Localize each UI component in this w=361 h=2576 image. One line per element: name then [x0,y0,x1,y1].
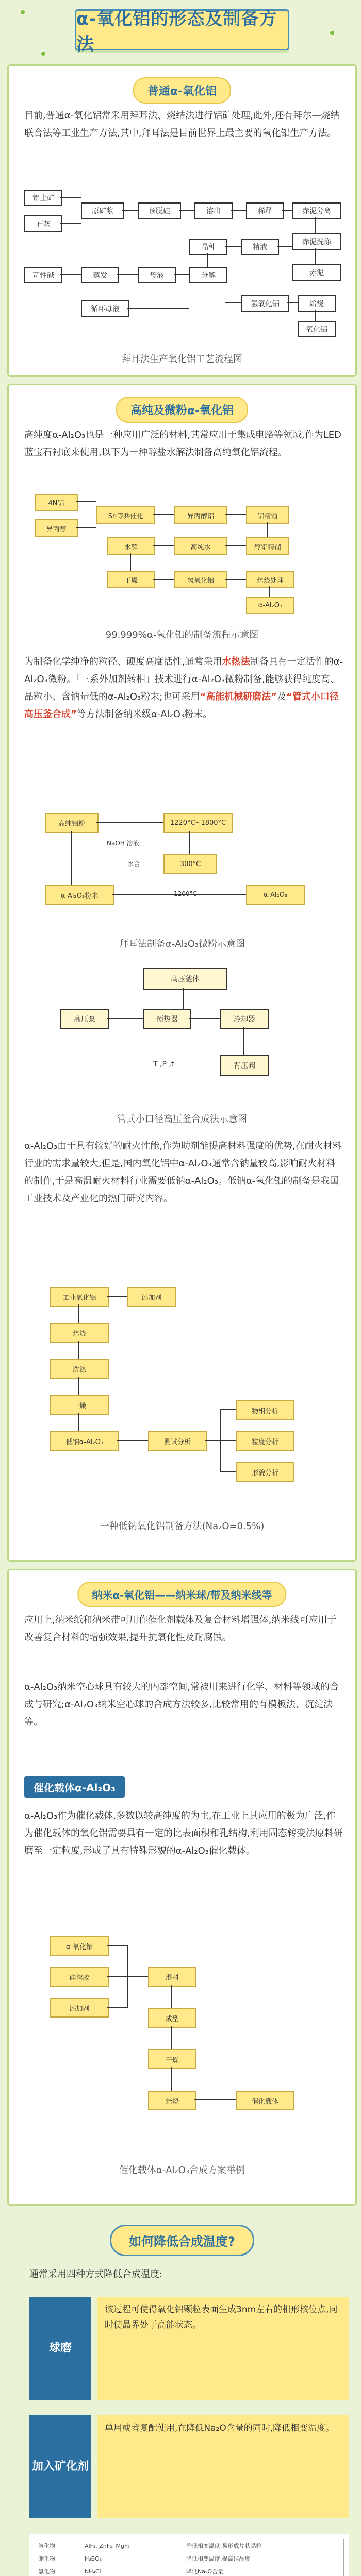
flow-line [189,831,190,854]
paragraph: α-Al₂O₃作为催化载体,多数以较高纯度的为主,在工业上其应用的极为广泛,作为催化载体的氧化铝需要具有一定的比表面积和孔结构,利用固态转变法原料研磨至一定粒度,形成了具有特殊形貌的α-Al₂O₃催化载体。 [24,1810,343,1856]
flow-node: 300°C [163,854,217,874]
flow-line [122,210,138,211]
highlight: “管式小口径高压釜合成” [24,691,339,720]
flow-line [78,1377,79,1395]
flow-node: 高纯水 [174,537,227,555]
table-cell: NH₄Cl [81,2565,183,2576]
flow-line [71,831,72,885]
flow-node: 洗涤 [50,1359,109,1379]
table-cell: 降低相变温度,提高结晶度 [183,2552,344,2565]
flow-node: 氢氧化铝 [241,295,289,312]
flow-node: 高压釜体 [143,968,227,990]
deco-dot [41,52,45,56]
flow-node: 氢氧化铝 [174,571,227,588]
flow-node: 蒸发 [81,267,119,283]
flow-node: 测试分析 [148,1431,207,1451]
figure-caption: 拜耳法制备α-Al₂O₃微粉示意图 [119,939,245,950]
flow-node: 混料 [148,1967,196,1987]
flow-node: 精液 [241,239,279,255]
flow-node: 高压泵 [60,1009,109,1029]
table-cell: H₃BO₃ [81,2552,183,2565]
flow-node: 焙烧 [50,1323,109,1343]
flow-line [315,248,316,264]
flow-line [60,274,81,275]
flow-node: α-Al₂O₃粉末 [45,885,114,905]
table-cell: 氯化物 [35,2565,81,2576]
flow-node: 1220°C~1800°C [163,813,233,833]
paragraph [24,653,344,723]
flow-line [153,545,174,546]
flow-node: 低钠α-Al₂O₃ [50,1431,119,1451]
catalyst-flow-diagram [40,1931,329,2137]
paragraph: 目前,普通α-氧化铝常采用拜耳法、烧结法进行铝矿处理,此外,还有拜尔—烧结联合法等工业生产方法,其中,拜耳法是目前世界上最主要的氧化铝生产方法。 [24,110,340,139]
flow-line [243,1027,244,1055]
flow-line [107,1296,127,1297]
flow-line [153,579,174,580]
figure-caption: 拜耳法生产氧化铝工艺流程图 [122,354,242,365]
method-label: 加入矿化剂 [29,2415,91,2518]
section-heading: 纳米α-氧化铝——纳米球/带及纳米线等 [77,1582,286,1607]
paragraph: 应用上,纳米纸和纳米带可用作催化剂载体及复合材料增强体,纳米线可应用于改善复合材料的增强效果,提升抗氧化性及耐腐蚀。 [24,1615,337,1643]
flow-node: 异丙醇 [35,519,78,537]
flow-line [225,545,246,546]
flow-node: 石灰 [24,215,62,232]
flow-line [76,527,96,528]
figure-caption: 管式小口径高压釜合成法示意图 [117,1114,247,1125]
flow-node: 异丙醇铝 [174,506,227,524]
high-purity-flow-diagram [24,488,339,617]
flow-line [107,1945,127,1946]
flow-line [107,2007,127,2008]
flow-node: 母液 [138,267,176,283]
flow-line [179,210,194,211]
method-label: 球磨 [29,2297,91,2400]
flow-line [282,210,292,211]
flow-line [183,988,184,1009]
table-cell: 硼化物 [35,2552,81,2565]
mineralizer-table [29,2534,349,2576]
figure-caption: 催化载体α-Al₂O₃合成方案举例 [119,2165,245,2176]
flow-node: 干燥 [107,571,155,588]
flow-line [60,223,81,224]
flow-line [127,308,189,309]
flow-line [315,217,316,233]
flow-line [225,246,241,247]
flow-node: α-Al₂O₃ [246,885,305,905]
subsection-heading: 催化载体α-Al₂O₃ [24,1776,125,1798]
flow-node: α-Al₂O₃ [246,597,294,614]
flow-node: 溶出 [194,202,233,219]
text-run: 等方法制备纳米级α-Al₂O₃粉末。 [76,709,212,720]
flow-line [194,2099,236,2100]
flow-line [153,514,174,515]
table-row [35,2552,344,2565]
flow-line [117,274,138,275]
section-high-purity-alumina [7,384,357,1562]
flow-line [78,1413,79,1431]
flow-line [287,302,298,303]
flow-node: 干燥 [50,1395,109,1415]
flow-line [225,579,246,580]
flow-node: 预脱硅 [138,202,181,219]
flow-node: 赤泥分离 [292,202,341,219]
flow-node: 赤泥洗涤 [292,233,341,250]
flow-line [225,514,246,515]
table-row [35,2539,344,2552]
flow-line [171,2067,172,2091]
flow-node: 高纯铝粉 [45,813,99,833]
flow-label: NaOH 溶液 [107,840,139,847]
section-lower-temperature [7,2213,357,2576]
flow-node: 焙烧处理 [246,571,294,588]
table-cell: 降低Na₂O含量 [183,2565,344,2576]
paragraph: α-Al₂O₃由于具有较好的耐火性能,作为助剂能提高材料强度的优势,在耐火材料行业的需求量较大,但是,国内氧化铝中α-Al₂O₃通常含钠量较高,影响耐火材料的制作,于是高温耐火材料行业需要低钠α-Al₂O₃。低钠α-氧化铝的制备是我国工业技术及产业化的热门研究内容。 [24,1141,342,1204]
flow-node: 干燥 [148,2049,196,2069]
method-text: 该过程可使得氧化铝颗粒表面生成3nm左右的相形核位点,同时使晶界处于高能状态。 [97,2297,349,2400]
flow-line [127,1945,128,2008]
table-cell: 氟化物 [35,2539,81,2552]
flow-node: 成型 [148,2008,196,2028]
figure-caption: 一种低钠氧化铝制备方法(Na₂O=0.5%) [100,1521,265,1532]
table-cell: 降低相变温度,易形成片状晶粒 [183,2539,344,2552]
flow-node: 原矿浆 [81,202,124,219]
flow-node: 水解 [107,537,155,555]
flow-node: 晶种 [189,239,227,255]
flow-line [60,197,81,198]
flow-line [207,253,208,267]
flow-node: 氧化铝 [298,321,336,337]
table-cell: AlF₃, ZnF₂, MgF₂ [81,2539,183,2552]
figure-caption: 99.999%α-氧化铝的制备流程示意图 [105,630,259,640]
flow-line [269,586,270,597]
tube-reactor-diagram [50,962,318,1096]
table-row [35,2565,344,2576]
paragraph: 高纯度α-Al₂O₃也是一种应用广泛的材料,其常应用于集成电路等领域,作为LED蓝宝石衬底来使用,以下为一种醇盐水解法制备高纯氧化铝流程。 [24,430,341,458]
flow-line [174,274,189,275]
flow-line [225,302,241,303]
flow-node: 分解 [189,267,227,283]
flow-node: 铝精馏 [246,506,289,524]
method-card [29,2297,349,2400]
flow-label: T ,P ,t [153,1060,174,1069]
flow-node: 粒度分析 [236,1431,294,1451]
flow-line [171,2026,172,2049]
method-text: 单用或者复配使用,在降低Na₂O含量的同时,降低相变温度。 [97,2415,349,2518]
flow-line [189,1018,220,1019]
flow-line [220,1409,221,1471]
flow-line [277,246,292,247]
text-run: 为制备化学纯净的粒径、硬度高度活性,通常采用 [24,656,222,667]
highlight: “高能机械研磨法” [200,691,277,702]
flow-node: 苛性碱 [24,267,62,283]
flow-node: 添加剂 [50,1998,109,2018]
page-title-text: α-氧化铝的形态及制备方法 [76,9,277,55]
flow-line [130,553,131,571]
flow-line [78,1341,79,1359]
flow-node: 焙烧 [148,2091,196,2110]
method-card [29,2415,349,2518]
micro-powder-flow-diagram [40,808,329,921]
flow-node: 循环母液 [81,300,129,317]
section-common-alumina [7,64,357,377]
flow-node: 冷却器 [220,1009,269,1029]
flow-line [96,822,163,823]
deco-dot [330,31,334,35]
paragraph: α-Al₂O₃纳米空心球具有较大的内部空间,常被用来进行化学、材料等领域的合成与研究;α-Al₂O₃纳米空心球的合成方法较多,比较常用的有模板法、沉淀法等。 [24,1682,339,1727]
flow-node: α-氧化铝 [50,1936,109,1956]
paragraph: 通常采用四种方式降低合成温度: [29,2269,163,2280]
flow-line [112,894,246,895]
flow-node: 醇铝精馏 [246,537,289,555]
flow-node: 工业氧化铝 [50,1287,109,1307]
flow-line [220,1409,236,1410]
section-heading: 高纯及微粉α-氧化铝 [116,397,248,423]
flow-node: 背压阀 [220,1055,269,1076]
section-heading: 如何降低合成温度? [110,2225,254,2256]
flow-node: 硅溶胶 [50,1967,109,1987]
flow-node: 形貌分析 [236,1462,294,1482]
text-run: 及 [277,691,287,702]
low-sodium-flow-diagram [40,1282,329,1498]
flow-node: 4N铝 [35,494,78,511]
flow-node: 稀释 [246,202,284,219]
bayer-flow-diagram [19,184,344,339]
text-run: 制备具有一定活性的α-Al₂O₃微粉。「三系外加剂转相」技术进行α-Al₂O₃微粉制备,能够获得纯度高、晶粒小、含钠量低的α-Al₂O₃粉末;也可采用 [24,656,343,702]
section-nano-alumina [7,1569,357,2206]
flow-node: 添加剂 [127,1287,176,1307]
flow-line [171,1985,172,2008]
highlight: 水热法 [222,656,250,667]
flow-line [267,522,268,537]
flow-node: 赤泥 [292,264,341,281]
flow-line [117,1440,148,1441]
flow-line [231,210,246,211]
flow-line [107,1018,143,1019]
flow-node: Sn等共催化 [96,506,155,524]
page-title [75,9,289,55]
flow-node: 焙烧 [298,295,336,312]
flow-node: 铝土矿 [24,190,62,206]
flow-line [220,1471,236,1472]
flow-line [76,501,96,502]
flow-line [315,310,316,321]
flow-node: 物相分析 [236,1400,294,1420]
flow-line [78,1304,79,1323]
section-heading: 普通α-氧化铝 [133,77,231,104]
flow-node: 催化载体 [236,2091,294,2110]
flow-label: 水合 [127,860,140,868]
flow-node: 预热器 [143,1009,191,1029]
deco-dot [21,10,25,14]
